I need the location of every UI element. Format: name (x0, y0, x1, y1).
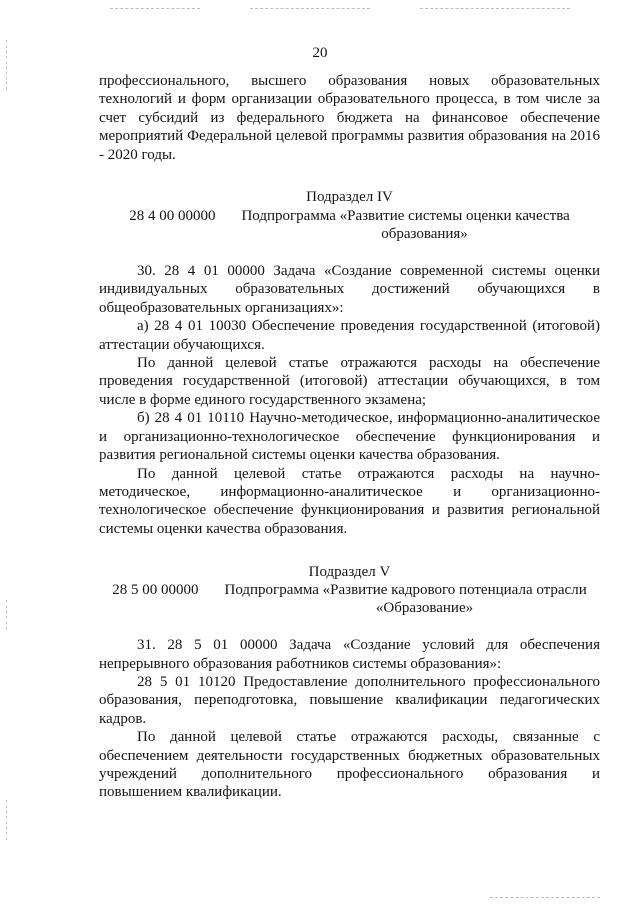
item-b-paragraph: б) 28 4 01 10110 Научно-методическое, информационно-аналитическое и организационно-технологическое обеспечение функционирования и развития региональной системы оценки качества образования. (99, 410, 600, 464)
item-a-paragraph: а) 28 4 01 10030 Обеспечение проведения государственной (итоговой) аттестации обучающихся. (99, 318, 600, 353)
item-paragraph: 28 5 01 10120 Предоставление дополнительного профессионального образования, переподготовка, повышение квалификации педагогических кадров. (99, 673, 600, 727)
scan-mark-bottom (490, 897, 600, 899)
spacer (99, 538, 600, 556)
scan-mark-top (420, 8, 570, 10)
subsection-4-code: 28 4 00 00000 (129, 207, 216, 224)
item-b-description: По данной целевой статье отражаются расходы на научно-методическое, информационно-аналитическое и организационно-технологическое обеспечение функционирования и развития региональной системы оценки качества образования. (99, 465, 600, 537)
subsection-5-code: 28 5 00 00000 (112, 581, 199, 598)
document-body (99, 72, 600, 802)
subsection-5-title-line2: «Образование» (375, 600, 474, 617)
scan-mark-top (110, 8, 200, 10)
task-31-paragraph: 31. 28 5 01 00000 Задача «Создание условий для обеспечения непрерывного образования работников системы образования»: (99, 637, 600, 672)
item-a-description: По данной целевой статье отражаются расходы на обеспечение проведения государственной (итоговой) аттестации обучающихся, в том числе в форме единого государственного экзамена; (99, 355, 600, 408)
scan-mark-top (250, 8, 370, 10)
subsection-4-title-line2: образования» (381, 226, 468, 243)
subsection-4-heading: Подраздел IV (306, 189, 393, 206)
subsection-4-title (99, 207, 600, 225)
spacer (99, 164, 600, 182)
subsection-5-title (99, 581, 600, 599)
spacer (99, 618, 600, 636)
page-number: 20 (312, 45, 328, 61)
subsection-4-title-line1: Подпрограмма «Развитие системы оценки качества (241, 207, 570, 224)
task-30-paragraph: 30. 28 4 01 00000 Задача «Создание современной системы оценки индивидуальных образовательных достижений обучающихся в общеобразовательных организациях»: (99, 263, 600, 316)
scan-mark-left (6, 800, 8, 840)
spacer (99, 244, 600, 262)
scan-mark-left (6, 600, 8, 630)
item-description: По данной целевой статье отражаются расходы, связанные с обеспечением деятельности государственных бюджетных образовательных учреждений дополнительного профессионального образования и повышением квалификации. (99, 729, 600, 801)
intro-paragraph: профессионального, высшего образования новых образовательных технологий и форм организации образовательного процесса, в том числе за счет субсидий из федерального бюджета на финансовое обеспечение мероприятий Федеральной целевой программы развития образования на 2016 - 2020 годы. (99, 73, 600, 163)
subsection-5-title-line1: Подпрограмма «Развитие кадрового потенциала отрасли (224, 581, 587, 598)
subsection-5-heading: Подраздел V (308, 563, 391, 580)
